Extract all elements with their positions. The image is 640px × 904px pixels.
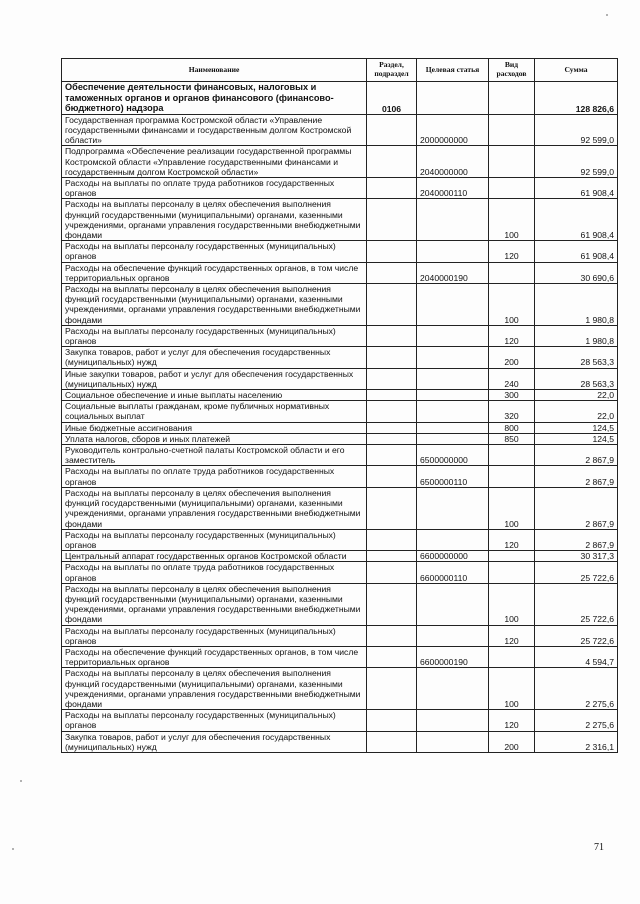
row-section-cell bbox=[367, 710, 417, 731]
row-sum-cell: 2 867,9 bbox=[535, 529, 618, 550]
row-sum-cell: 2 316,1 bbox=[535, 731, 618, 752]
row-section-cell bbox=[367, 668, 417, 710]
table-row bbox=[62, 178, 618, 199]
row-kind-cell bbox=[489, 551, 535, 562]
row-kind-cell: 300 bbox=[489, 390, 535, 401]
table-row bbox=[62, 583, 618, 625]
row-section-cell bbox=[367, 178, 417, 199]
row-target-cell bbox=[417, 583, 489, 625]
row-sum-cell: 124,5 bbox=[535, 433, 618, 444]
row-target-cell: 6500000000 bbox=[417, 445, 489, 466]
row-sum-cell: 92 599,0 bbox=[535, 146, 618, 178]
row-section-cell bbox=[367, 487, 417, 529]
row-section-cell bbox=[367, 114, 417, 146]
table-row bbox=[62, 466, 618, 487]
row-kind-cell bbox=[489, 262, 535, 283]
table-row bbox=[62, 487, 618, 529]
row-sum-cell: 1 980,8 bbox=[535, 325, 618, 346]
row-section-cell bbox=[367, 583, 417, 625]
row-section-cell bbox=[367, 445, 417, 466]
row-target-cell bbox=[417, 325, 489, 346]
table-row bbox=[62, 262, 618, 283]
row-kind-cell: 120 bbox=[489, 241, 535, 262]
row-name-cell: Расходы на выплаты персоналу государственных (муниципальных) органов bbox=[62, 241, 367, 262]
row-section-cell bbox=[367, 146, 417, 178]
row-kind-cell bbox=[489, 146, 535, 178]
row-name-cell: Расходы на выплаты по оплате труда работников государственных органов bbox=[62, 466, 367, 487]
row-name-cell: Расходы на обеспечение функций государственных органов, в том числе территориальных органов bbox=[62, 262, 367, 283]
row-name-cell: Расходы на выплаты персоналу в целях обеспечения выполнения функций государственными (муниципальными) органами, казенными учреждениями, органами управления государственными внебюджетными фондами bbox=[62, 487, 367, 529]
row-section-cell: 0106 bbox=[367, 82, 417, 115]
row-kind-cell bbox=[489, 466, 535, 487]
row-kind-cell: 120 bbox=[489, 625, 535, 646]
header-row bbox=[62, 59, 618, 82]
row-kind-cell: 200 bbox=[489, 347, 535, 368]
row-target-cell: 6600000110 bbox=[417, 562, 489, 583]
row-kind-cell: 850 bbox=[489, 433, 535, 444]
header-target: Целевая статья bbox=[417, 59, 489, 82]
row-kind-cell: 320 bbox=[489, 401, 535, 422]
row-name-cell: Обеспечение деятельности финансовых, налоговых и таможенных органов и органов финансового (финансово-бюджетного) надзора bbox=[62, 82, 367, 115]
row-sum-cell: 2 867,9 bbox=[535, 487, 618, 529]
row-section-cell bbox=[367, 401, 417, 422]
table-row bbox=[62, 241, 618, 262]
table-row bbox=[62, 114, 618, 146]
row-kind-cell: 120 bbox=[489, 529, 535, 550]
table-row bbox=[62, 146, 618, 178]
row-kind-cell bbox=[489, 445, 535, 466]
table-body bbox=[62, 82, 618, 753]
row-target-cell bbox=[417, 284, 489, 326]
row-section-cell bbox=[367, 199, 417, 241]
table-row bbox=[62, 646, 618, 667]
budget-table bbox=[61, 58, 618, 753]
table-row bbox=[62, 710, 618, 731]
row-sum-cell: 2 275,6 bbox=[535, 668, 618, 710]
row-sum-cell: 1 980,8 bbox=[535, 284, 618, 326]
table-row bbox=[62, 82, 618, 115]
row-sum-cell: 22,0 bbox=[535, 401, 618, 422]
row-sum-cell: 22,0 bbox=[535, 390, 618, 401]
row-target-cell: 2000000000 bbox=[417, 114, 489, 146]
row-kind-cell bbox=[489, 82, 535, 115]
row-name-cell: Расходы на выплаты персоналу государственных (муниципальных) органов bbox=[62, 325, 367, 346]
row-sum-cell: 4 594,7 bbox=[535, 646, 618, 667]
row-name-cell: Расходы на обеспечение функций государственных органов, в том числе территориальных органов bbox=[62, 646, 367, 667]
table-row bbox=[62, 422, 618, 433]
row-sum-cell: 128 826,6 bbox=[535, 82, 618, 115]
header-name: Наименование bbox=[62, 59, 367, 82]
row-kind-cell bbox=[489, 178, 535, 199]
row-kind-cell: 800 bbox=[489, 422, 535, 433]
row-name-cell: Иные бюджетные ассигнования bbox=[62, 422, 367, 433]
row-kind-cell: 240 bbox=[489, 368, 535, 389]
table-row bbox=[62, 562, 618, 583]
header-kind: Вид расходов bbox=[489, 59, 535, 82]
row-sum-cell: 2 867,9 bbox=[535, 445, 618, 466]
row-target-cell bbox=[417, 625, 489, 646]
row-target-cell bbox=[417, 668, 489, 710]
row-sum-cell: 28 563,3 bbox=[535, 368, 618, 389]
table-row bbox=[62, 199, 618, 241]
row-sum-cell: 92 599,0 bbox=[535, 114, 618, 146]
table-row bbox=[62, 433, 618, 444]
table-row bbox=[62, 445, 618, 466]
scan-speck bbox=[606, 14, 608, 16]
row-sum-cell: 25 722,6 bbox=[535, 625, 618, 646]
scan-speck bbox=[20, 780, 22, 782]
row-sum-cell: 25 722,6 bbox=[535, 583, 618, 625]
table-row bbox=[62, 529, 618, 550]
row-kind-cell: 120 bbox=[489, 325, 535, 346]
row-kind-cell: 100 bbox=[489, 487, 535, 529]
header-section: Раздел, подраздел bbox=[367, 59, 417, 82]
row-name-cell: Центральный аппарат государственных органов Костромской области bbox=[62, 551, 367, 562]
row-name-cell: Закупка товаров, работ и услуг для обеспечения государственных (муниципальных) нужд bbox=[62, 731, 367, 752]
row-kind-cell: 100 bbox=[489, 284, 535, 326]
table-row bbox=[62, 625, 618, 646]
row-section-cell bbox=[367, 241, 417, 262]
table-row bbox=[62, 390, 618, 401]
row-name-cell: Государственная программа Костромской области «Управление государственными финансами и государственным долгом Костромской области» bbox=[62, 114, 367, 146]
row-kind-cell: 100 bbox=[489, 199, 535, 241]
row-sum-cell: 61 908,4 bbox=[535, 241, 618, 262]
row-target-cell bbox=[417, 433, 489, 444]
row-target-cell bbox=[417, 241, 489, 262]
row-kind-cell: 120 bbox=[489, 710, 535, 731]
row-target-cell: 6600000190 bbox=[417, 646, 489, 667]
row-section-cell bbox=[367, 284, 417, 326]
row-target-cell: 6500000110 bbox=[417, 466, 489, 487]
row-name-cell: Иные закупки товаров, работ и услуг для обеспечения государственных (муниципальных) нужд bbox=[62, 368, 367, 389]
row-target-cell bbox=[417, 422, 489, 433]
table-row bbox=[62, 551, 618, 562]
row-section-cell bbox=[367, 390, 417, 401]
row-section-cell bbox=[367, 422, 417, 433]
row-target-cell bbox=[417, 368, 489, 389]
row-target-cell bbox=[417, 347, 489, 368]
table-row bbox=[62, 668, 618, 710]
row-kind-cell: 200 bbox=[489, 731, 535, 752]
row-sum-cell: 124,5 bbox=[535, 422, 618, 433]
row-section-cell bbox=[367, 646, 417, 667]
row-name-cell: Руководитель контрольно-счетной палаты Костромской области и его заместитель bbox=[62, 445, 367, 466]
row-name-cell: Расходы на выплаты по оплате труда работников государственных органов bbox=[62, 178, 367, 199]
table-row bbox=[62, 731, 618, 752]
row-section-cell bbox=[367, 625, 417, 646]
row-target-cell bbox=[417, 401, 489, 422]
row-sum-cell: 25 722,6 bbox=[535, 562, 618, 583]
row-name-cell: Закупка товаров, работ и услуг для обеспечения государственных (муниципальных) нужд bbox=[62, 347, 367, 368]
row-name-cell: Уплата налогов, сборов и иных платежей bbox=[62, 433, 367, 444]
row-sum-cell: 2 275,6 bbox=[535, 710, 618, 731]
table-row bbox=[62, 347, 618, 368]
row-target-cell: 2040000110 bbox=[417, 178, 489, 199]
row-section-cell bbox=[367, 433, 417, 444]
row-section-cell bbox=[367, 466, 417, 487]
row-sum-cell: 30 690,6 bbox=[535, 262, 618, 283]
row-name-cell: Социальное обеспечение и иные выплаты населению bbox=[62, 390, 367, 401]
row-target-cell: 2040000000 bbox=[417, 146, 489, 178]
row-sum-cell: 61 908,4 bbox=[535, 178, 618, 199]
header-sum: Сумма bbox=[535, 59, 618, 82]
row-kind-cell bbox=[489, 114, 535, 146]
row-name-cell: Расходы на выплаты персоналу в целях обеспечения выполнения функций государственными (муниципальными) органами, казенными учреждениями, органами управления государственными внебюджетными фондами bbox=[62, 583, 367, 625]
row-sum-cell: 30 317,3 bbox=[535, 551, 618, 562]
page-number: 71 bbox=[594, 842, 604, 853]
row-target-cell: 2040000190 bbox=[417, 262, 489, 283]
row-section-cell bbox=[367, 551, 417, 562]
row-name-cell: Расходы на выплаты персоналу в целях обеспечения выполнения функций государственными (муниципальными) органами, казенными учреждениями, органами управления государственными внебюджетными фондами bbox=[62, 284, 367, 326]
row-target-cell bbox=[417, 82, 489, 115]
row-section-cell bbox=[367, 347, 417, 368]
row-section-cell bbox=[367, 262, 417, 283]
row-kind-cell bbox=[489, 646, 535, 667]
row-kind-cell: 100 bbox=[489, 668, 535, 710]
row-target-cell: 6600000000 bbox=[417, 551, 489, 562]
row-sum-cell: 28 563,3 bbox=[535, 347, 618, 368]
row-name-cell: Расходы на выплаты персоналу в целях обеспечения выполнения функций государственными (муниципальными) органами, казенными учреждениями, органами управления государственными внебюджетными фондами bbox=[62, 199, 367, 241]
row-target-cell bbox=[417, 199, 489, 241]
row-section-cell bbox=[367, 368, 417, 389]
row-section-cell bbox=[367, 562, 417, 583]
row-kind-cell: 100 bbox=[489, 583, 535, 625]
table-row bbox=[62, 325, 618, 346]
row-target-cell bbox=[417, 390, 489, 401]
row-kind-cell bbox=[489, 562, 535, 583]
row-name-cell: Расходы на выплаты персоналу государственных (муниципальных) органов bbox=[62, 625, 367, 646]
scan-speck bbox=[12, 848, 14, 850]
row-name-cell: Социальные выплаты гражданам, кроме публичных нормативных социальных выплат bbox=[62, 401, 367, 422]
row-section-cell bbox=[367, 731, 417, 752]
table-row bbox=[62, 368, 618, 389]
row-section-cell bbox=[367, 325, 417, 346]
row-name-cell: Расходы на выплаты персоналу государственных (муниципальных) органов bbox=[62, 529, 367, 550]
row-name-cell: Расходы на выплаты персоналу в целях обеспечения выполнения функций государственными (муниципальными) органами, казенными учреждениями, органами управления государственными внебюджетными фондами bbox=[62, 668, 367, 710]
table-row bbox=[62, 401, 618, 422]
row-target-cell bbox=[417, 731, 489, 752]
row-section-cell bbox=[367, 529, 417, 550]
row-target-cell bbox=[417, 529, 489, 550]
row-target-cell bbox=[417, 487, 489, 529]
row-target-cell bbox=[417, 710, 489, 731]
table-row bbox=[62, 284, 618, 326]
row-name-cell: Расходы на выплаты персоналу государственных (муниципальных) органов bbox=[62, 710, 367, 731]
row-sum-cell: 61 908,4 bbox=[535, 199, 618, 241]
row-name-cell: Расходы на выплаты по оплате труда работников государственных органов bbox=[62, 562, 367, 583]
row-name-cell: Подпрограмма «Обеспечение реализации государственной программы Костромской области «Управление государственными финансами и государственным долгом Костромской области» bbox=[62, 146, 367, 178]
table-header bbox=[62, 59, 618, 82]
row-sum-cell: 2 867,9 bbox=[535, 466, 618, 487]
